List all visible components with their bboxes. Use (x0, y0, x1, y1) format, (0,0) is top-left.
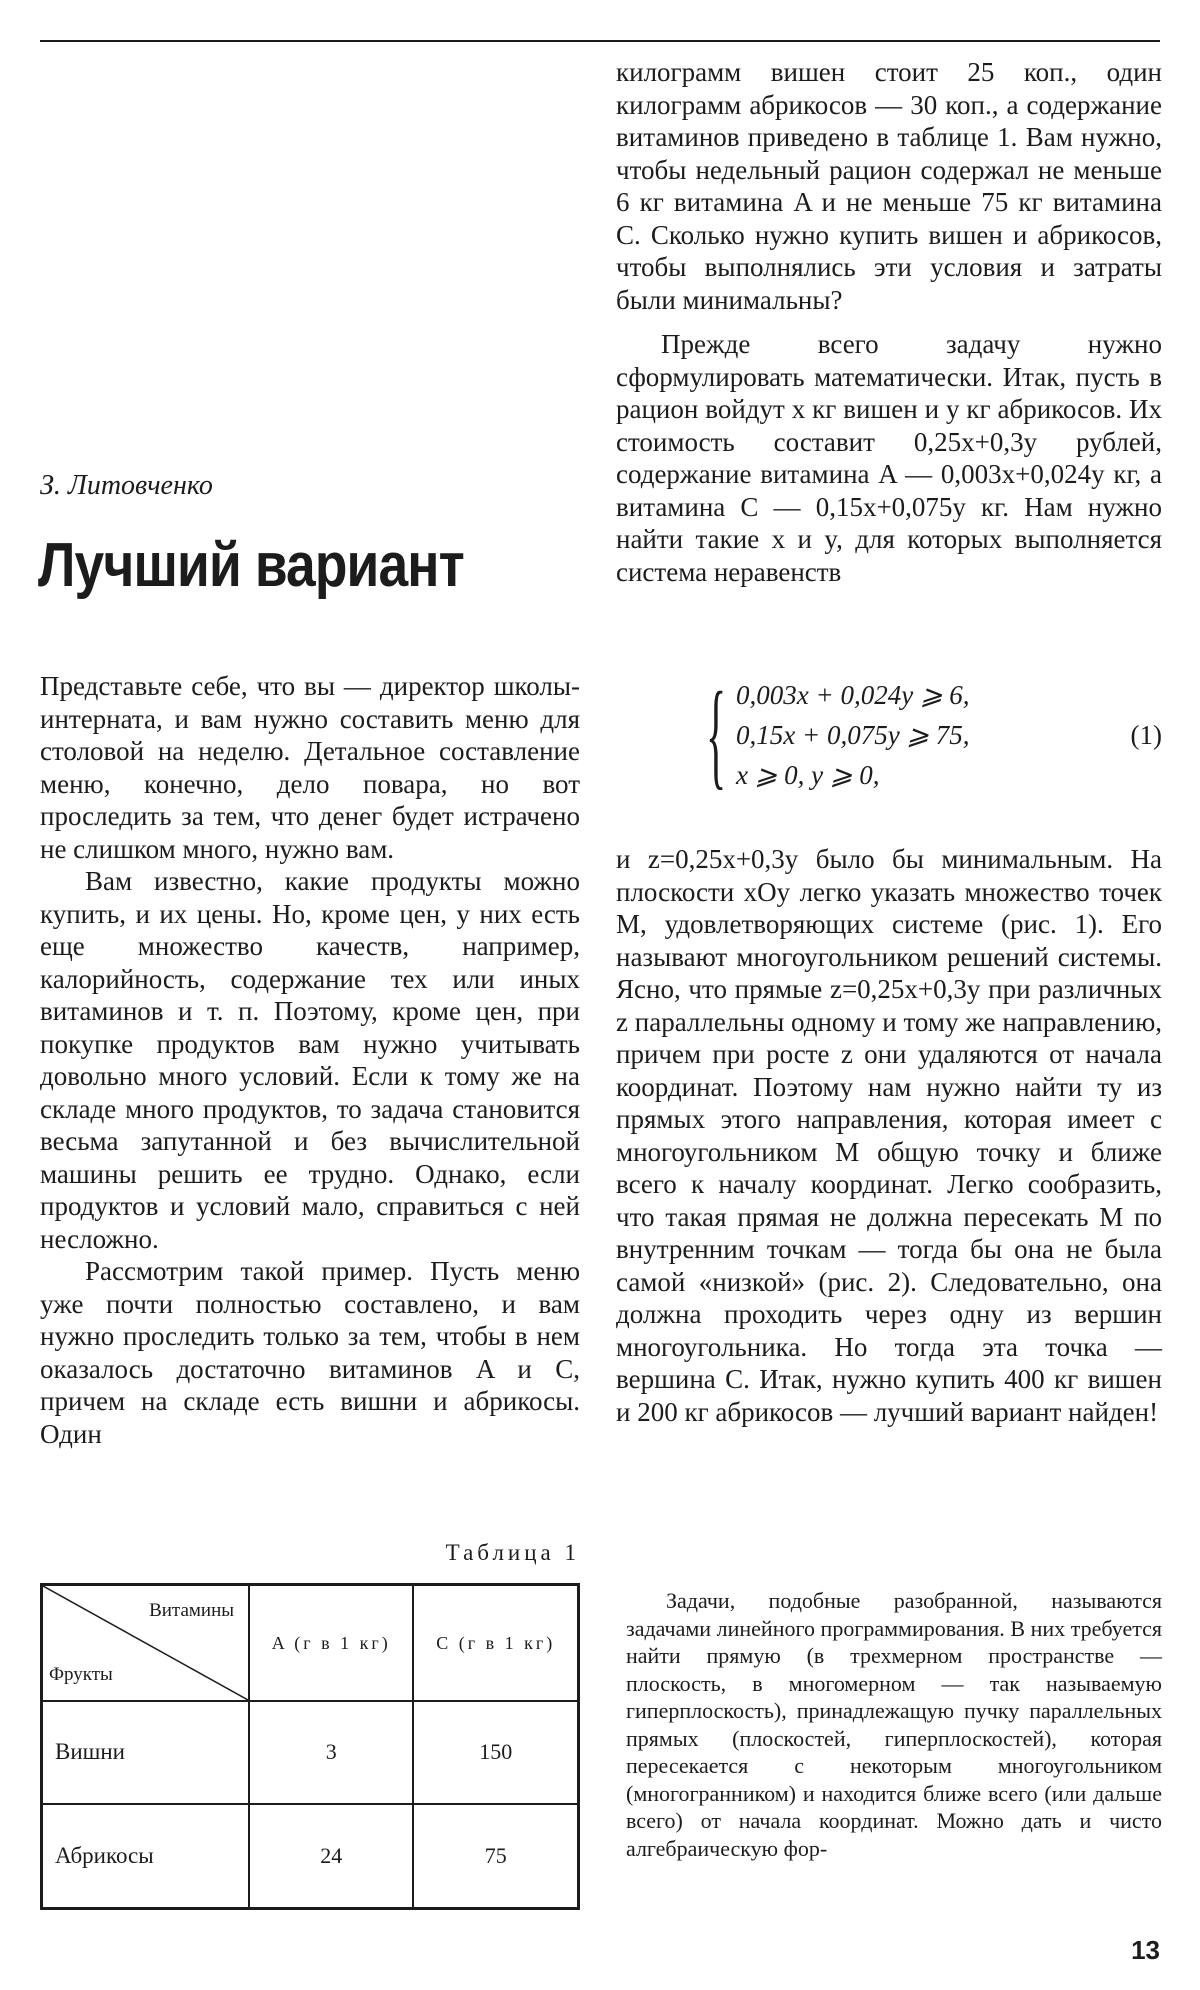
paragraph: килограмм вишен стоит 25 коп., один килограмм абрикосов — 30 коп., а содержание витаминов приведено в таблице 1. Вам нужно, чтобы недельный рацион содержал не меньше 6 кг витамина A и не меньше 75 кг витамина C. Сколько нужно купить вишен и абрикосов, чтобы выполнялись эти условия и затраты были минимальны? (616, 57, 1162, 315)
table-cell: 75 (413, 1804, 578, 1909)
corner-label-fruits: Фрукты (49, 1664, 113, 1685)
table-cell: 150 (413, 1701, 578, 1804)
article-author: З. Литовченко (40, 470, 213, 501)
paragraph: Прежде всего задачу нужно сформулировать математически. Итак, пусть в рацион войдут x кг вишен и y кг абрикосов. Их стоимость составит 0,25x+0,3y рублей, содержание витамина A — 0,003x+0,024y кг, а витамина C — 0,15x+0,075y кг. Нам нужно найти такие x и y, для которых выполняется система неравенств (616, 329, 1162, 587)
paragraph: Вам известно, какие продукты можно купить, и их цены. Но, кроме цен, у них есть еще множество качеств, например, калорийность, содержание тех или иных витаминов и т. п. Поэтому, кроме цен, при покупке продуктов вам нужно учитывать довольно много условий. Если к тому же на складе много продуктов, то задача становится весьма запутанной и без вычислительной машины решить ее трудно. Однако, если продуктов и условий мало, справиться с ней несложно. (40, 866, 580, 1254)
system-line: x ⩾ 0, y ⩾ 0, (736, 760, 880, 790)
table-caption: Таблица 1 (445, 1540, 580, 1565)
table-cell: 3 (249, 1701, 413, 1804)
brace-symbol: { (706, 667, 727, 800)
right-column-text-top (616, 56, 1162, 588)
column-header-c: C (г в 1 кг) (413, 1585, 578, 1702)
equation-number: (1) (1130, 720, 1162, 750)
column-header-a: A (г в 1 кг) (249, 1585, 413, 1702)
footnote-text: Задачи, подобные разобранной, называются задачами линейного программирования. В них требуется найти прямую (в трехмерном пространстве — плоскость, в многомерном — так называемую гиперплоскость), принадлежащую пучку параллельных прямых (плоскостей, гиперплоскостей), которая пересекается с некоторым многоугольником (многогранником) и находится ближе всего (или дальше всего) от начала координат. Можно дать и чисто алгебраическую фор- (626, 1588, 1162, 1861)
table-cell: 24 (249, 1804, 413, 1909)
table-corner-cell (42, 1585, 250, 1702)
table-header-row (42, 1585, 579, 1702)
right-column-text-bottom (616, 843, 1162, 1428)
row-header: Абрикосы (42, 1804, 250, 1909)
table-row (42, 1804, 579, 1909)
page-number: 13 (1131, 1935, 1160, 1965)
top-rule (40, 40, 1160, 42)
left-column-text (40, 670, 580, 1450)
paragraph: и z=0,25x+0,3y было бы минимальным. На плоскости xOy легко указать множество точек M, удовлетворяющих системе (рис. 1). Его называют многоугольником решений системы. Ясно, что прямые z=0,25x+0,3y при различных z параллельны одному и тому же направлению, причем при росте z они удаляются от начала координат. Поэтому нам нужно найти ту из прямых этого направления, которая имеет с многоугольником M общую точку и ближе всего к началу координат. Легко сообразить, что такая прямая не должна пересекать M по внутренним точкам — тогда бы она не была самой «низкой» (рис. 2). Следовательно, она должна проходить через одну из вершин многоугольника. Но тогда эта точка — вершина C. Итак, нужно купить 400 кг вишен и 200 кг абрикосов — лучший вариант найден! (616, 844, 1162, 1427)
system-line: 0,15x + 0,075y ⩾ 75, (736, 720, 970, 750)
paragraph: Представьте себе, что вы — директор школы-интерната, и вам нужно составить меню для столовой на неделю. Детальное составление меню, конечно, дело повара, но вот проследить за тем, что денег будет истрачено не слишком много, нужно вам. (40, 671, 580, 864)
system-line: 0,003x + 0,024y ⩾ 6, (736, 680, 970, 710)
paragraph: Рассмотрим такой пример. Пусть меню уже почти полностью составлено, и вам нужно проследить только за тем, чтобы в нем оказалось достаточно витаминов A и C, причем на складе есть вишни и абрикосы. Один (40, 1256, 580, 1449)
table-row (42, 1701, 579, 1804)
corner-label-vitamins: Витамины (149, 1600, 234, 1621)
inequality-system (706, 667, 1162, 800)
vitamin-table (40, 1583, 580, 1910)
row-header: Вишни (42, 1701, 250, 1804)
article-title: Лучший вариант (38, 531, 464, 600)
